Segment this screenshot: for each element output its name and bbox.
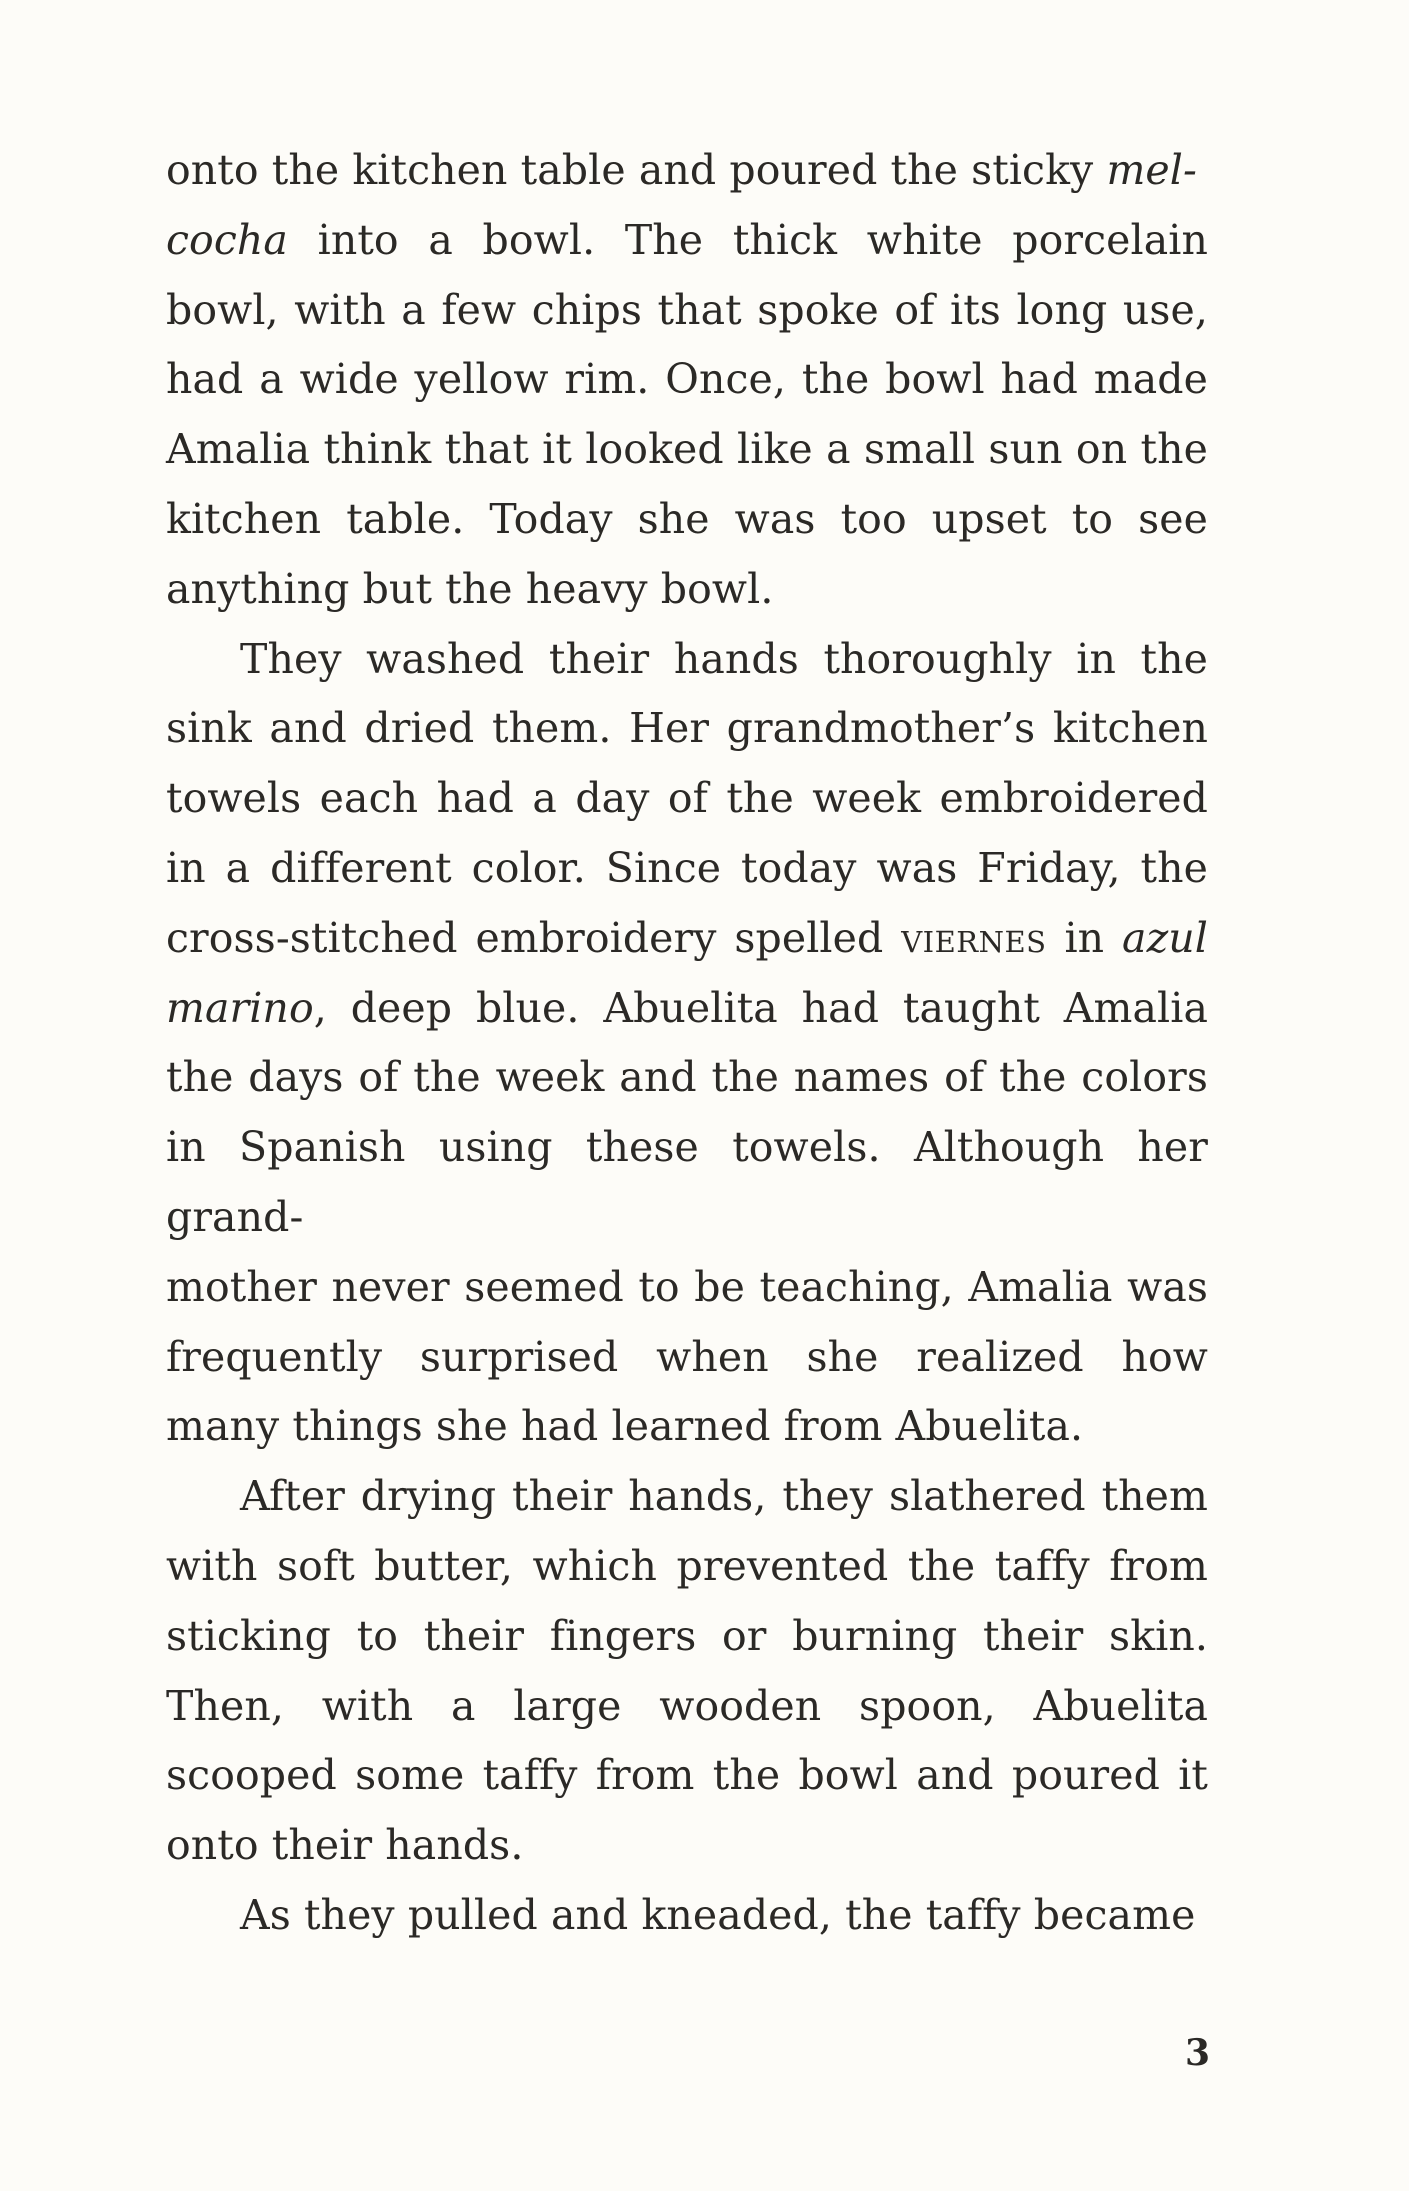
body-text <box>166 136 1208 1951</box>
text-run: in <box>1046 913 1123 962</box>
paragraph-3 <box>166 1462 1208 1881</box>
page-number: 3 <box>1184 2032 1210 2074</box>
text-run: onto the kitchen table and poured the sticky <box>166 146 1107 194</box>
text-run-italic: azul marino <box>166 913 1209 1032</box>
paragraph-2 <box>166 625 1208 1463</box>
text-run: into a bowl. The thick white porcelain bowl, with a few chips that spoke of its long use, had a wide yellow rim. Once, the bowl had made Amalia think that it looked like a small sun on the kitchen table. Today she was too upset to see anything but the heavy bowl. <box>166 215 1208 613</box>
text-run: After drying their hands, they slathered them with soft butter, which prevented the taffy from sticking to their fingers or burning their skin. Then, with a large wooden spoon, Abuelita scooped some taffy from the bowl and poured it onto their hands. <box>166 1472 1208 1870</box>
text-run: , deep blue. Abuelita had taught Amalia the days of the week and the names of the colors in Spanish using these towels. Although her grand- <box>166 983 1208 1241</box>
text-run-italic: cocha <box>166 215 288 264</box>
text-run: mother never seemed to be teaching, Amalia was frequently surprised when she realized how many things she had learned from Abuelita. <box>166 1262 1208 1451</box>
text-run: They washed their hands thoroughly in the sink and dried them. Her grandmother’s kitchen towels each had a day of the week embroidered in a different color. Since today was Friday, the cross-stitched embroidery spelled <box>166 634 1208 962</box>
text-run-italic: mel- <box>1106 146 1197 194</box>
text-run-smallcaps: viernes <box>901 913 1047 962</box>
paragraph-4 <box>166 1881 1208 1951</box>
text-run: As they pulled and kneaded, the taffy became <box>240 1890 1196 1939</box>
paragraph-1 <box>166 136 1208 625</box>
